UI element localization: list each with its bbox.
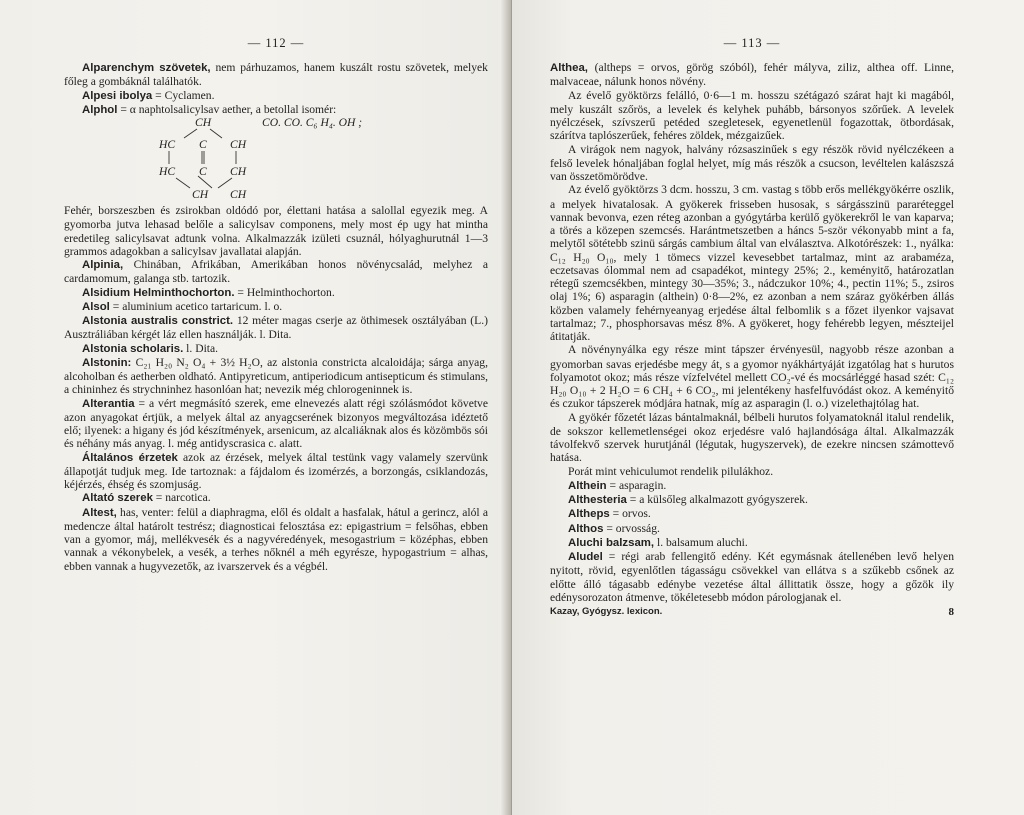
entry-headword: Alstonia australis constrict. [82, 315, 234, 327]
entry-body: Fehér, borszeszben és zsirokban oldódó por, élettani hatása a salollal egyezik meg. A gyomorba jutva lehasad belőle a salicylsav componens, mely most ép ugy hat mintha eredetileg salicylsavat adtunk volna. Alkalmazzák izületi csuznál, hólyaghurutnál 1—3 grammos adagokban a salicylsav javallatai alapján. [64, 204, 488, 258]
entry-body: A növénynyálka egy része mint tápszer érvényesül, nagyobb része azonban a gyomorban savas erjedésbe megy át, s a gyomor nyákhártyáját izgatólag hat s hurutos folyamotot okoz; más része vízfelvétel mellett CO₂-vé és mocsárléggé hasad szét: C₁₂ H₂₀ O₁₀ + 2 H₂O = 6 CH₄ + 6 CO₂, mi jelentékeny hasfelfuvódást okoz. A keményitő és czukor tápszerek módjára hatnak, míg az asparagin (l. o.) vizelethajtólag hat. [550, 343, 954, 411]
entry-body: = a vért megmásító szerek, eme elnevezés alatt régi szólásmódot követve azon anyagokat értjük, a melyek által az anyagcserének bizonyos megváltozása idéztető elő; ilyenek: a higany és jód készítmények, arsenicum, az alcaliáknak alos és közömbös sói és néhány más anyag. l. még antidyscrasica c. alatt. [64, 396, 488, 451]
entry-body: C₂₁ H₂₀ N₂ O₄ + 3½ H₂O, az alstonia constricta alcaloidája; sárga anyag, alcoholban és aetherben oldható. Antipyreticum, antiperiodicum antisepticum és stimulans, a chininhez és strychninhez hasonlóan hat; nevezik még chlorogeninnek is. [64, 355, 488, 397]
entry [550, 550, 954, 604]
entry [550, 89, 954, 143]
entry-headword: Alstonin: [82, 356, 132, 369]
structural-formula [64, 118, 488, 202]
entry [64, 314, 488, 342]
entry-headword: Altheps [568, 508, 610, 521]
formula-c2: C [199, 165, 207, 178]
left-text-column [64, 61, 488, 573]
entry [64, 356, 488, 397]
entry [64, 61, 488, 89]
entry-headword: Alpinia, [82, 259, 124, 271]
entry-headword: Althos [568, 522, 604, 535]
entry-body: nem párhuzamos, hanem kuszált rostu szövetek, melyek főleg a gombáknál találhatók. [64, 61, 488, 89]
formula-ch-r1: CH [230, 138, 247, 151]
formula-ch-br: CH [230, 188, 247, 201]
entry-headword: Alparenchym szövetek, [82, 62, 211, 74]
entry-body: A gyökér főzetét lázas bántalmaknál, bélbeli hurutos folyamatoknál italul rendelik, de sokszor kellemetlenségei okoz erjedésre való hajlandósága által. Alkalmazzák távolfekvő szervek hurutjánál (légutak, hugyszervek), de ezekre nincsen számottevő hatása. [550, 410, 954, 465]
entry-body: Az évelő gyöktörzs felálló, 0·6—1 m. hosszu szétágazó szárat hajt ki magából, mely kuszált szőrös, a levelek és kelyhek puhább, bársonyos szőrűek. A levelek nyélczések, szívszerű petéded szegletesek, egyenetlenül fogazottak, ötbordásak, szárítva taplószerűek, fehéres zöldek, mézgaizűek. [550, 88, 954, 143]
entry [64, 286, 488, 300]
entry [550, 507, 954, 521]
entry-body: = orvos. [609, 507, 651, 521]
entry-body: azok az érzések, melyek által testünk vagy valamely szervünk állapotját tudjuk meg. Ide tartoznak: a fájdalom és izomérzés, a borzongás, csiklandozás, kéjérzés, éhség és szomjuság. [64, 450, 488, 491]
entry-body: Az évelő gyöktörzs 3 dcm. hosszu, 3 cm. vastag s több erős mellékgyökérre oszlik, a melyek hivatalosak. A gyökerek frisseben husosak, s sárgásszinü pararéteggel vannak bevonva, ezen réteg azonban a gyógytárba kerülő gyökerekről le van kaparva; a törés a közepen szemcsés. Harántmetszetben a háncs 5-ször vékonyabb mint a fa, melytől sötétebb szinü sárgás cambium által van elválasztva. Alkotórészek: 1., nyálka: C₁₂ H₂₀ O₁₀, mely 1 tömecs vizzel kevesebbet tartalmaz, mint az arabaméza, eczetsavas ólommal nem ad csapadékot, mintegy 25%; 2., keményitő, határozatlan rétegű szemcsékben, mintegy 30—35%; 3., nádczukor 10%; 4., pectin 11%; 5., zsiros olaj 1%; 6) asparagin (althein) 0·8—2%, ez azonban a nem száraz gyökérben állás közben valamely fehérnyeanyag erjedése által felbomlik s a főzet ilyenkor vajsavat tartalmaz; 7., phosphorsavas mész 8%. A gyökeret, hogy fehérebb legyen, mészteijel átitatják. [550, 183, 954, 343]
entry-body: 12 méter magas cserje az öthimesek osztályában (L.) Ausztráliában kérgét láz ellen használják. l. Dita. [64, 314, 488, 342]
entry-headword: Általános érzetek [82, 451, 178, 464]
entry-body: Porát mint vehiculumot rendelik pilulákhoz. [568, 464, 774, 478]
entry [550, 479, 954, 493]
right-page [512, 0, 1024, 815]
entry [64, 491, 488, 505]
formula-group: CO. CO. C₆ H₄. OH ; [262, 116, 363, 129]
entry-body: = aluminium acetico tartaricum. l. o. [109, 299, 283, 313]
entry [64, 342, 488, 356]
entry [64, 506, 488, 573]
entry [64, 300, 488, 314]
entry-headword: Alsidium Helminthochorton. [82, 286, 235, 299]
entry [64, 451, 488, 492]
entry [550, 493, 954, 507]
entry-body: = narcotica. [152, 491, 211, 505]
entry [550, 522, 954, 536]
entry [550, 343, 954, 410]
entry [550, 536, 954, 550]
entry-body: = asparagin. [606, 478, 667, 492]
entry-body: = orvosság. [603, 521, 660, 535]
entry-headword: Alterantia [82, 397, 135, 410]
entry-headword: Aluchi balzsam, [568, 536, 655, 549]
formula-ch-bl: CH [192, 188, 209, 201]
entry [64, 397, 488, 451]
left-page [0, 0, 508, 815]
page-footer [550, 606, 954, 618]
entry [64, 204, 488, 258]
entry [550, 183, 954, 343]
entry-body: = régi arab fellengitő edény. Két egymásnak átellenében levő helyen nyitott, rövid, egyenlőtlen tágasságu csövekkel van ellátva s a szűkebb csőnek az előtte álló tágasabb edénybe vezetése által állittatik össze, hogy a gőzök ily edénysorozaton átmenve, tökéletesebb módon párologjanak el. [550, 550, 954, 604]
entry-headword: Aludel [568, 551, 603, 563]
formula-hc2: HC [159, 165, 176, 178]
entry-body: A virágok nem nagyok, halvány rózsaszinűek s egy részök rövid nyélczékeen a felső levelek hónaljában foglal helyet, míg más részök a csucson, levéltelen kalászszá van összetömörödve. [550, 142, 954, 183]
formula-hc1: HC [159, 138, 176, 151]
page-number: — 113 — [723, 36, 781, 50]
entry-headword: Alstonia scholaris. [82, 342, 184, 355]
entry-body: Chinában, Afrikában, Amerikában honos növénycsalád, melyhez a cardamomum, galanga stb. tartozik. [64, 258, 488, 286]
formula-ch-top: CH [195, 116, 212, 129]
footer-signum: 8 [948, 606, 954, 618]
entry-headword: Alsol [82, 300, 110, 313]
formula-ch-r2: CH [230, 165, 247, 178]
entry-headword: Altató szerek [82, 492, 153, 505]
entry-headword: Alphol [82, 103, 118, 116]
formula-c1: C [199, 138, 207, 151]
entry-headword: Althesteria [568, 494, 627, 506]
entry-headword: Althea, [550, 62, 588, 74]
page-number: — 112 — [247, 36, 305, 50]
right-text-column [550, 61, 954, 604]
entry-headword: Alpesi ibolya [82, 89, 153, 102]
entry-body: = a külsőleg alkalmazott gyógyszerek. [626, 493, 808, 506]
entry [550, 411, 954, 465]
footer-signature: Kazay, Gyógysz. lexicon. [550, 606, 663, 617]
entry [64, 89, 488, 103]
entry-body: = α naphtolsalicylsav aether, a betollal isomér: [117, 102, 337, 116]
entry [64, 103, 488, 117]
entry [550, 465, 954, 479]
entry [550, 61, 954, 89]
entry [550, 143, 954, 184]
entry-body: l. Dita. [183, 341, 219, 355]
entry-body: (altheps = orvos, görög szóból), fehér mályva, ziliz, althea off. Linne, malvaceae, nálunk honos növény. [550, 61, 954, 89]
entry-headword: Altest, [82, 506, 117, 519]
entry-headword: Althein [568, 479, 607, 492]
entry-body: = Cyclamen. [152, 88, 215, 102]
entry-body: = Helminthochorton. [234, 285, 335, 299]
entry [64, 258, 488, 286]
entry-body: has, venter: felül a diaphragma, elől és oldalt a hasfalak, hátul a gerincz, alól a medencze által határolt testrész; diagnosticai felosztása ez: epigastrium = felsőhas, ebben van a gyomor, máj, mellékvesék és a nagyvéredények, mesogastrium = középhas, ebben vannak a vékonybelek, a vesék, a terhes nőknél a méh egyrésze, hypogastrium = alhas, ebben vannak a hugyvezetők, az ivarszervek és a végbél. [64, 505, 488, 573]
entry-body: l. balsamum aluchi. [654, 535, 748, 549]
